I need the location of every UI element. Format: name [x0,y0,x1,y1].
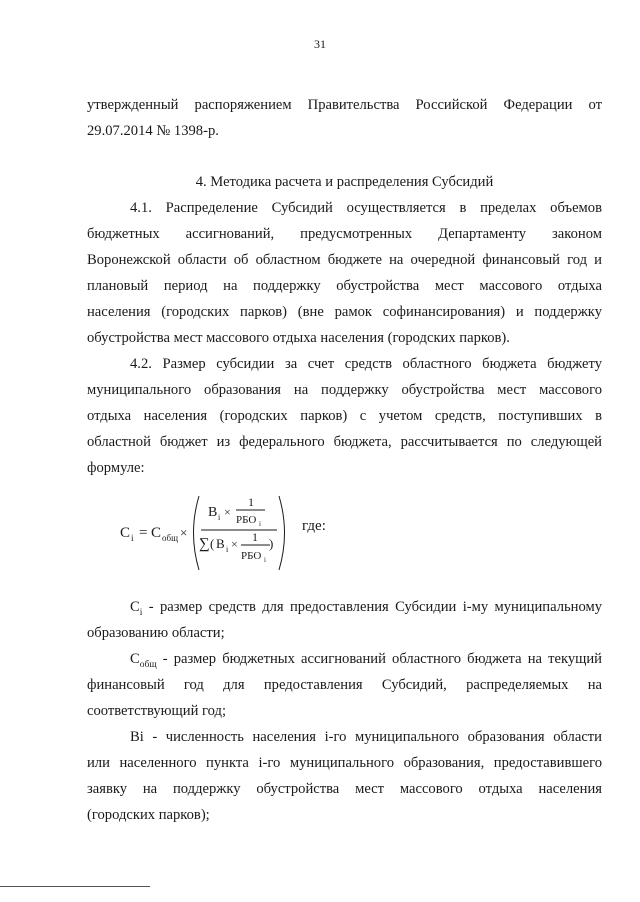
den-close-paren: ) [269,536,274,551]
den-b: B [216,536,225,551]
formula-c: C [151,525,162,541]
den-rbo: РБО [241,550,262,562]
def-cobsh-line-2: финансовый год для предоставления Субсидий, распределяемых на [87,677,602,693]
intro-line-2: 29.07.2014 № 1398-р. [87,123,219,139]
num-times: × [224,505,231,519]
den-b-sub: i [226,545,229,554]
formula-suffix: где: [302,518,326,534]
section-title: 4. Методика расчета и распределения Субсидий [195,174,494,190]
num-b: B [208,505,218,520]
def-ci-sub: i [139,607,143,618]
def-ci-line-1 [130,597,602,617]
formula-c-sub: общ [162,533,179,543]
num-rbo-sub: i [259,520,261,528]
p41-line-3: Воронежской области об областном бюджете на очередной финансовый год и [87,252,602,268]
def-ci-line-2: образованию области; [87,625,225,641]
p41-line-1: 4.1. Распределение Субсидий осуществляется в пределах объемов [130,200,602,216]
p41-line-6: обустройства мест массового отдыха населения (городских парков). [87,330,510,346]
formula-lhs: C [120,525,131,541]
def-bi-line-1: Bi - численность населения i-го муниципального образования области [130,729,602,745]
def-cobsh-line-3: соответствующий год; [87,703,227,719]
p42-line-1: 4.2. Размер субсидии за счет средств областного бюджета бюджету [130,356,602,372]
def-cobsh-line-1 [130,649,602,669]
page-number: 31 [314,37,326,51]
def-ci-text: - размер средств для предоставления Субсидии i-му муниципальному [142,599,602,615]
footnote-rule [0,886,150,887]
p42-line-2: муниципального образования на поддержку обустройства мест массового [87,382,602,398]
def-cobsh-text: - размер бюджетных ассигнований областного бюджета на текущий [156,651,602,667]
den-open-paren: ( [210,536,215,551]
den-sigma: ∑ [199,536,210,552]
p42-line-5: формуле: [87,460,145,476]
formula-lhs-sub: i [131,533,134,543]
intro-line-1: утвержденный распоряжением Правительства Российской Федерации от [87,97,602,113]
p42-line-4: областной бюджет из федерального бюджета, рассчитывается по следующей [87,434,602,450]
num-rbo: РБО [236,514,257,526]
def-bi-line-3: заявку на поддержку обустройства мест массового отдыха населения [87,781,602,797]
p41-line-4: плановый период на поддержку обустройства мест массового отдыха [87,278,602,294]
def-cobsh-symbol: C [130,651,140,667]
den-one: 1 [252,530,258,544]
den-times: × [231,537,238,551]
big-left-bracket [194,496,200,570]
def-cobsh-sub: общ [139,659,157,670]
num-one: 1 [248,495,254,509]
def-bi-line-4: (городских парков); [87,807,210,823]
p41-line-2: бюджетных ассигнований, предусмотренных Департаменту законом [87,226,602,242]
formula-eq: = [139,525,148,541]
num-b-sub: i [218,513,221,522]
p41-line-5: населения (городских парков) (вне рамок софинансирования) и поддержку [87,304,602,320]
def-bi-line-2: или населенного пункта i-го муниципального образования, предоставившего [87,755,602,771]
p42-line-3: отдыха населения (городских парков) с учетом средств, поступивших в [87,408,602,424]
def-ci-symbol: C [130,599,140,615]
formula-times: × [180,525,188,540]
big-right-bracket [279,496,285,570]
den-rbo-sub: i [264,556,266,564]
